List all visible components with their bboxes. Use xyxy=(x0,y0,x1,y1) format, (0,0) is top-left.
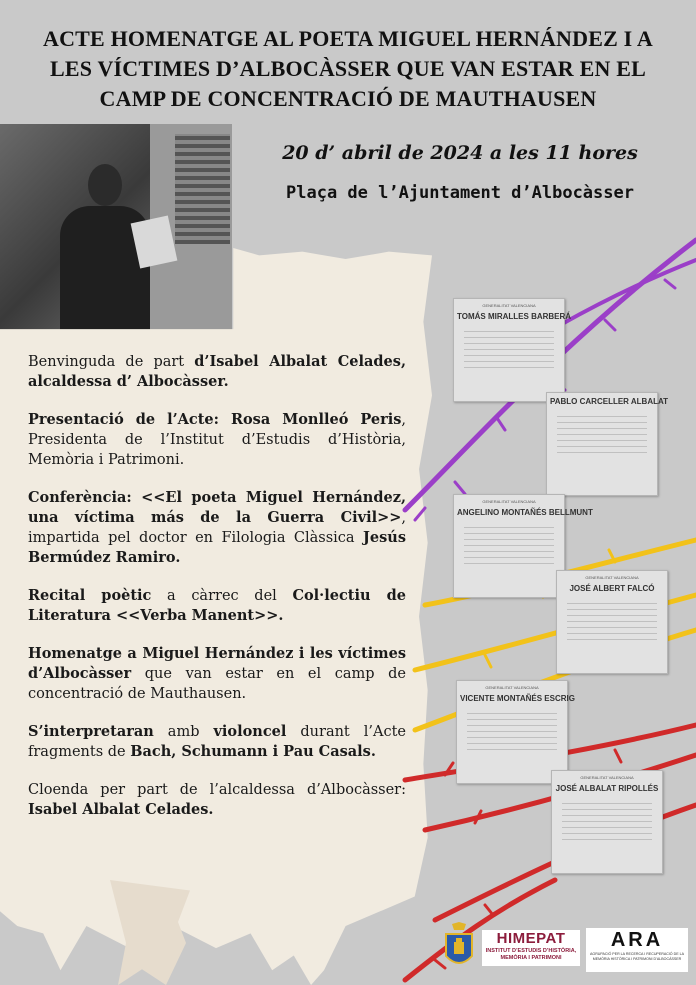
program-item-text: amb xyxy=(153,724,214,740)
victim-plaque xyxy=(456,680,575,784)
event-program xyxy=(28,352,406,838)
plaque-name: PABLO CARCELLER ALBALAT xyxy=(550,397,669,406)
event-date: 20 d’ abril de 2024 a les 11 hores xyxy=(282,142,638,164)
ara-logo-subtitle: AGRUPACIÓ PER LA RECERCA I RECUPERACIÓ DE LA MEMÒRIA HISTÒRICA I PATRIMONI D’ALBOCÀSSER xyxy=(590,952,684,961)
plaque-header: GENERALITAT VALENCIANA xyxy=(482,499,536,504)
program-item-text: que van estar en el camp de concentració de Mauthausen. xyxy=(28,666,406,702)
program-item-text: Cloenda per part de l’alcaldessa d’Albocàsser: xyxy=(28,782,406,798)
victim-plaque xyxy=(453,298,572,402)
program-item-bold-text: d’Isabel Albalat Celades, alcaldessa d’ Albocàsser. xyxy=(28,353,406,390)
program-item-text: durant l’Acte fragments de xyxy=(28,724,406,760)
ara-logo-text: ARA xyxy=(610,929,664,951)
program-item-text: a càrrec del xyxy=(151,588,293,604)
plaque-name: ANGELINO MONTAÑÉS BELLMUNT xyxy=(457,508,593,517)
albocasser-coat-of-arms-icon xyxy=(444,922,474,972)
program-item xyxy=(28,780,406,820)
ara-logo xyxy=(586,928,688,972)
victim-plaque xyxy=(546,392,669,496)
himepat-logo-name: HIMEPAT xyxy=(496,930,566,947)
program-item xyxy=(28,488,406,568)
program-item-bold-text: Col·lectiu de Literatura <<Verba Manent>>. xyxy=(28,587,406,624)
logos-strip xyxy=(440,918,690,978)
program-item-text: , impartida pel doctor en Filologia Clàssica xyxy=(28,510,406,546)
program-item-bold-text: Jesús Bermúdez Ramiro. xyxy=(28,529,406,566)
program-item-bold-text: S’interpretaran xyxy=(28,723,154,740)
plaque-header: GENERALITAT VALENCIANA xyxy=(482,303,536,308)
victim-plaque xyxy=(551,770,663,874)
program-item xyxy=(28,722,406,762)
plaque-name: JOSÉ ALBALAT RIPOLLÉS xyxy=(555,784,659,793)
victim-plaque xyxy=(556,570,668,674)
victim-plaque xyxy=(453,494,593,598)
program-item-bold-text: Recital poètic xyxy=(28,587,152,604)
plaque-name: JOSÉ ALBERT FALCÓ xyxy=(569,584,655,593)
ara-logo-name xyxy=(586,928,688,952)
plaque-name: TOMÁS MIRALLES BARBERÁ xyxy=(457,312,572,321)
program-item-bold-text: Presentació de l’Acte: Rosa Monlleó Peris xyxy=(28,411,402,428)
himepat-logo-subtitle: INSTITUT D’ESTUDIS D’HISTÒRIA, MEMÒRIA I PATRIMONI xyxy=(485,948,577,961)
program-item-bold-text: violoncel xyxy=(213,723,287,740)
event-place: Plaça de l’Ajuntament d’Albocàsser xyxy=(286,183,634,203)
plaque-name: VICENTE MONTAÑÉS ESCRIG xyxy=(460,694,575,703)
program-item xyxy=(28,352,406,392)
program-item xyxy=(28,410,406,470)
program-item-text: Benvinguda de part xyxy=(28,354,195,370)
program-item xyxy=(28,644,406,704)
program-item-bold-text: Homenatge a Miguel Hernández i les víctimes d’Albocàsser xyxy=(28,645,406,682)
plaque-header: GENERALITAT VALENCIANA xyxy=(580,775,634,780)
program-item xyxy=(28,586,406,626)
poet-photo xyxy=(0,124,232,332)
program-item-bold-text: Conferència: <<El poeta Miguel Hernández, una víctima más de la Guerra Civil>> xyxy=(28,489,406,526)
program-item-bold-text: Bach, Schumann i Pau Casals. xyxy=(130,743,376,760)
plaque-header: GENERALITAT VALENCIANA xyxy=(585,575,639,580)
program-item-text: , Presidenta de l’Institut d’Estudis d’Història, Memòria i Patrimoni. xyxy=(28,412,406,468)
himepat-logo xyxy=(482,930,580,966)
program-item-bold-text: Isabel Albalat Celades. xyxy=(28,801,214,818)
plaque-header: GENERALITAT VALENCIANA xyxy=(485,685,539,690)
poster-title: ACTE HOMENATGE AL POETA MIGUEL HERNÁNDEZ I A LES VÍCTIMES D’ALBOCÀSSER QUE VAN ESTAR EN EL CAMP DE CONCENTRACIÓ DE MAUTHAUSEN xyxy=(42,26,654,111)
